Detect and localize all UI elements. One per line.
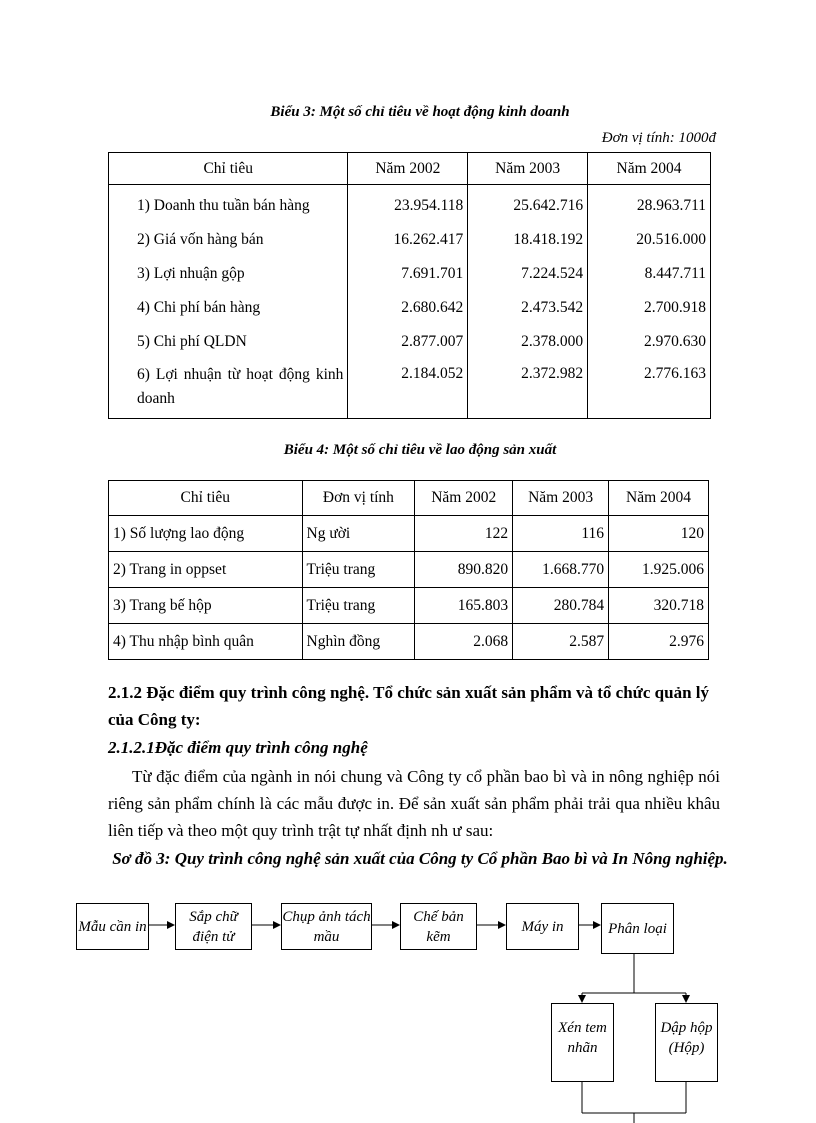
table-cell: 23.954.118 [348, 185, 468, 225]
table-cell: 20.516.000 [588, 225, 711, 259]
step-printing-machine [506, 903, 579, 950]
branch-label: Xén tem nhãn [558, 1020, 607, 1056]
step-label: Sắp chữ điện tử [189, 908, 238, 945]
section-subheading: 2.1.2.1Đặc điểm quy trình công nghệ [108, 738, 368, 757]
table-cell: 2.378.000 [468, 327, 588, 361]
table-cell: 2.587 [513, 624, 609, 660]
table-cell: Nghìn đồng [302, 624, 415, 660]
step-label: Phân loại [608, 920, 667, 937]
diagram-caption: Sơ đồ 3: Quy trình công nghệ sản xuất của Công ty Cổ phần Bao bì và In Nông nghiệp. [112, 849, 728, 868]
table-cell: 3) Lợi nhuận gộp [109, 259, 348, 293]
step-color-separation [281, 903, 372, 950]
table-cell: Triệu trang [302, 588, 415, 624]
table-cell: 2.680.642 [348, 293, 468, 327]
table-cell: Ng ười [302, 516, 415, 552]
table-cell: 5) Chi phí QLDN [109, 327, 348, 361]
table-cell: 2) Giá vốn hàng bán [109, 225, 348, 259]
branch-box-pressing [655, 1003, 718, 1082]
step-label: Máy in [521, 918, 564, 935]
table4-caption: Biểu 4: Một số chỉ tiêu về lao động sản xuất [283, 442, 557, 458]
column-header: Đơn vị tính [302, 481, 415, 516]
table-cell: Triệu trang [302, 552, 415, 588]
column-header: Năm 2003 [513, 481, 609, 516]
table3-unit: Đơn vị tính: 1000đ [601, 130, 716, 146]
table-cell: 25.642.716 [468, 185, 588, 225]
step-sample [76, 903, 149, 950]
column-header: Năm 2004 [609, 481, 709, 516]
table-cell: 2.372.982 [468, 361, 588, 419]
table-cell: 1) Số lượng lao động [109, 516, 303, 552]
table-cell: 3) Trang bế hộp [109, 588, 303, 624]
table-cell: 320.718 [609, 588, 709, 624]
table-cell: 7.224.524 [468, 259, 588, 293]
table-cell: 280.784 [513, 588, 609, 624]
table-cell: 2.976 [609, 624, 709, 660]
table-cell: 18.418.192 [468, 225, 588, 259]
step-label: Chụp ảnh tách mầu [282, 908, 371, 945]
table-cell: 28.963.711 [588, 185, 711, 225]
step-typesetting [175, 903, 252, 950]
table-cell: 4) Chi phí bán hàng [109, 293, 348, 327]
table-cell: 2.877.007 [348, 327, 468, 361]
section-paragraph: Từ đặc điểm của ngành in nói chung và Công ty cổ phần bao bì và in nông nghiệp nói riêng sản phẩm chính là các mẫu được in. Để sản xuất sản phẩm phải trải qua nhiều khâu liên tiếp và theo một quy trình trật tự nhất định nh ư sau: [108, 767, 720, 840]
table-cell: 2.700.918 [588, 293, 711, 327]
table-cell: 4) Thu nhập bình quân [109, 624, 303, 660]
table-cell: 7.691.701 [348, 259, 468, 293]
branch-label: Dập hộp (Hộp) [660, 1020, 713, 1056]
table-cell: 120 [609, 516, 709, 552]
table-cell: 1) Doanh thu tuần bán hàng [109, 185, 348, 225]
table-cell: 2.776.163 [588, 361, 711, 419]
table-cell: 1.925.006 [609, 552, 709, 588]
table-cell: 2) Trang in oppset [109, 552, 303, 588]
table-cell: 122 [415, 516, 513, 552]
section-heading: 2.1.2 Đặc điểm quy trình công nghệ. Tổ chức sản xuất sản phẩm và tổ chức quản lý của Công ty: [108, 683, 710, 729]
step-plate-making [400, 903, 477, 950]
table-cell: 890.820 [415, 552, 513, 588]
column-header: Năm 2002 [415, 481, 513, 516]
table-cell: 1.668.770 [513, 552, 609, 588]
column-header: Chỉ tiêu [109, 153, 348, 185]
table-cell: 8.447.711 [588, 259, 711, 293]
table-cell: 2.473.542 [468, 293, 588, 327]
column-header: Chỉ tiêu [109, 481, 303, 516]
table-cell: 165.803 [415, 588, 513, 624]
column-header: Năm 2002 [348, 153, 468, 185]
column-header: Năm 2003 [468, 153, 588, 185]
step-label: Chế bản kẽm [413, 908, 464, 945]
table-cell: 2.184.052 [348, 361, 468, 419]
table-cell: 2.970.630 [588, 327, 711, 361]
table-cell: 6) Lợi nhuận từ hoạt động kinh doanh [109, 361, 348, 419]
table-cell: 16.262.417 [348, 225, 468, 259]
branch-label-cutting [551, 1003, 614, 1082]
step-sorting [601, 903, 674, 954]
step-label: Mẫu cần in [78, 918, 147, 935]
table-cell: 2.068 [415, 624, 513, 660]
table3-caption: Biểu 3: Một số chỉ tiêu về hoạt động kinh doanh [270, 104, 570, 120]
column-header: Năm 2004 [588, 153, 711, 185]
table-cell: 116 [513, 516, 609, 552]
